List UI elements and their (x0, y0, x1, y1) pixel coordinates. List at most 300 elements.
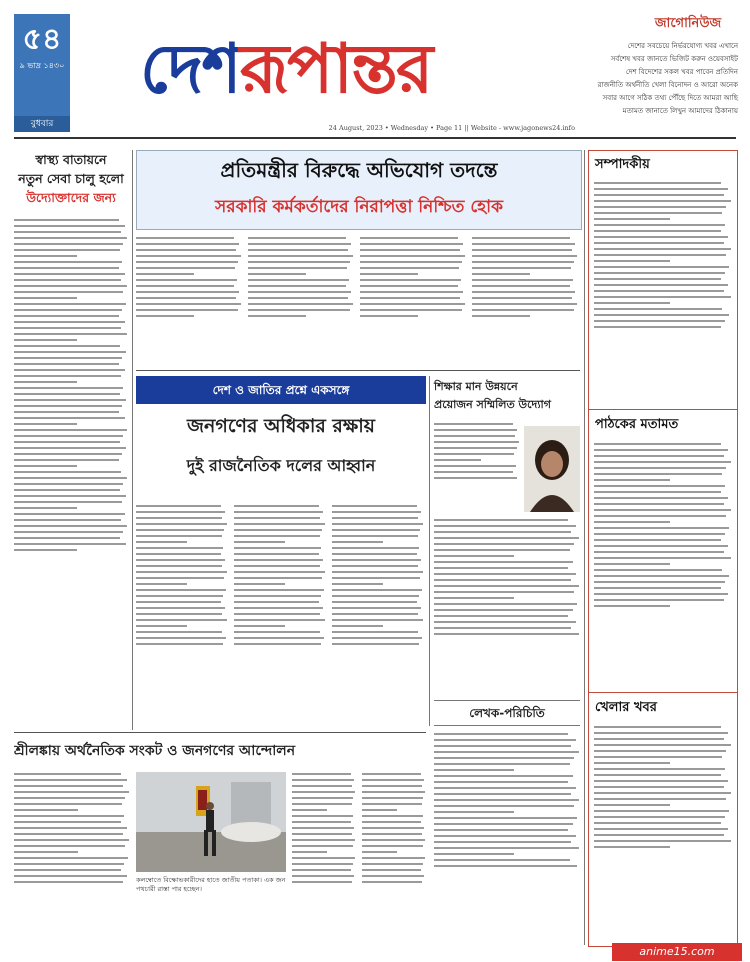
text-line (14, 249, 120, 251)
text-line (434, 597, 514, 599)
text-line (332, 619, 423, 621)
text-line (434, 781, 568, 783)
text-line (332, 565, 418, 567)
text-line (136, 309, 238, 311)
text-line (594, 194, 724, 196)
section-rule (14, 732, 426, 733)
text-line (136, 261, 238, 263)
text-line (594, 443, 721, 445)
interview-body (434, 516, 580, 696)
text-line (292, 839, 355, 841)
text-line (332, 607, 421, 609)
text-line (362, 827, 424, 829)
text-line (472, 273, 530, 275)
text-line (434, 865, 577, 867)
text-line (594, 575, 729, 577)
text-line (136, 267, 235, 269)
column-rule (132, 150, 133, 730)
text-line (14, 495, 126, 497)
text-line (434, 519, 568, 521)
text-line (136, 607, 225, 609)
text-line (360, 309, 462, 311)
text-line (234, 517, 320, 519)
text-line (136, 303, 241, 305)
text-line (594, 593, 728, 595)
text-line (14, 447, 126, 449)
sidebar-section-2-title: পাঠকের মতামত (589, 409, 737, 440)
sidebar-section-3-title: খেলার খবর (589, 692, 737, 723)
text-line (14, 549, 77, 551)
text-line (14, 519, 121, 521)
text-line (292, 791, 355, 793)
text-line (14, 297, 77, 299)
text-line (360, 273, 418, 275)
text-line (472, 279, 573, 281)
text-line (594, 515, 726, 517)
text-line (594, 563, 670, 565)
text-line (136, 535, 222, 537)
text-line (234, 583, 285, 585)
text-line (14, 357, 122, 359)
text-line (434, 823, 573, 825)
text-line (434, 787, 576, 789)
text-line (434, 429, 517, 431)
text-line (14, 435, 123, 437)
text-line (594, 224, 725, 226)
title-right: রূপান্তর (239, 30, 432, 109)
right-sidebar (588, 150, 738, 947)
watermark-text: anime15.com (639, 945, 715, 958)
text-line (362, 797, 423, 799)
text-line (14, 279, 121, 281)
text-line (594, 756, 722, 758)
brand-badge: জাগোনিউজ (654, 16, 722, 31)
text-line (594, 822, 721, 824)
text-line (14, 333, 127, 335)
text-line (136, 529, 224, 531)
text-line (360, 297, 460, 299)
text-line (472, 309, 574, 311)
text-line (292, 809, 327, 811)
mid-headline-line1: জনগণের অধিকার রক্ষায় (187, 415, 375, 437)
text-line (14, 489, 120, 491)
text-line (234, 643, 321, 645)
text-line (472, 297, 572, 299)
text-line (248, 261, 350, 263)
text-line (434, 435, 515, 437)
text-line (594, 284, 728, 286)
text-line (594, 455, 724, 457)
text-line (14, 267, 119, 269)
text-line (14, 225, 125, 227)
text-line (292, 827, 354, 829)
text-line (234, 577, 322, 579)
text-line (594, 816, 725, 818)
text-line (332, 529, 420, 531)
text-line (362, 773, 421, 775)
mid-article-col3 (332, 502, 424, 722)
text-line (14, 441, 120, 443)
issue-box (14, 14, 70, 132)
protest-photo-icon (136, 772, 286, 872)
text-line (234, 571, 325, 573)
text-line (434, 621, 576, 623)
text-line (14, 363, 119, 365)
photo-caption: কলম্বোতে বিক্ষোভকারীদের হাতে জাতীয় পতাকা। এক জন পথচারী রাস্তা পার হচ্ছেন। (136, 876, 286, 893)
issue-weekday: বুধবার (14, 116, 70, 132)
text-line (136, 601, 221, 603)
text-line (332, 577, 420, 579)
text-line (14, 459, 119, 461)
text-line (136, 237, 234, 239)
text-line (136, 249, 236, 251)
text-line (472, 261, 574, 263)
text-line (14, 327, 121, 329)
text-line (362, 833, 422, 835)
text-line (594, 846, 670, 848)
text-line (234, 523, 325, 525)
text-line (332, 553, 417, 555)
text-line (594, 726, 721, 728)
text-line (332, 601, 417, 603)
text-line (14, 237, 127, 239)
text-line (136, 571, 227, 573)
text-line (472, 303, 577, 305)
text-line (14, 857, 128, 859)
text-line (362, 857, 425, 859)
text-line (594, 272, 725, 274)
text-line (360, 243, 463, 245)
text-line (248, 285, 346, 287)
text-line (434, 591, 574, 593)
text-line (594, 302, 670, 304)
text-line (434, 423, 513, 425)
text-line (14, 375, 121, 377)
text-line (434, 579, 571, 581)
sidebar-section-3-body (594, 723, 732, 919)
promo-line: দেশের সবচেয়ে নির্ভরযোগ্য খবর এখানে (627, 42, 738, 50)
masthead-divider (14, 137, 736, 139)
text-line (594, 479, 670, 481)
text-line (594, 491, 721, 493)
text-line (14, 285, 127, 287)
text-line (594, 834, 724, 836)
text-line (332, 637, 422, 639)
text-line (594, 254, 726, 256)
mid-article-col1 (136, 502, 228, 722)
text-line (136, 285, 234, 287)
text-line (248, 303, 353, 305)
text-line (360, 303, 465, 305)
text-line (594, 278, 721, 280)
text-line (136, 637, 226, 639)
interview-headline-line: শিক্ষার মান উন্নয়নে (434, 380, 518, 393)
text-line (136, 511, 225, 513)
text-line (136, 583, 187, 585)
text-line (594, 750, 726, 752)
mid-headline-kicker: দেশ ও জাতির প্রশ্নে একসঙ্গে (136, 376, 426, 404)
text-line (292, 857, 355, 859)
text-line (594, 840, 731, 842)
text-line (14, 231, 121, 233)
text-line (594, 248, 731, 250)
text-line (332, 631, 418, 633)
text-line (362, 863, 423, 865)
interview-headline (434, 378, 580, 414)
text-line (136, 625, 187, 627)
text-line (362, 881, 422, 883)
text-line (292, 785, 352, 787)
text-line (434, 549, 570, 551)
text-line (594, 732, 728, 734)
text-line (332, 535, 418, 537)
text-line (594, 314, 729, 316)
text-line (136, 297, 236, 299)
text-line (434, 633, 579, 635)
text-line (14, 501, 122, 503)
main-headline-line1: প্রতিমন্ত্রীর বিরুদ্ধে অভিযোগ তদন্তে (220, 158, 498, 182)
author-portrait-icon (524, 426, 580, 512)
column-rule (584, 150, 585, 945)
text-line (332, 595, 419, 597)
text-line (434, 567, 568, 569)
text-line (434, 477, 517, 479)
text-line (594, 774, 721, 776)
text-line (292, 779, 354, 781)
text-line (14, 411, 119, 413)
text-line (472, 243, 575, 245)
text-line (248, 297, 348, 299)
text-line (14, 471, 121, 473)
text-line (434, 841, 571, 843)
text-line (14, 881, 123, 883)
main-headline (136, 150, 582, 230)
text-line (434, 805, 574, 807)
text-line (362, 875, 424, 877)
text-line (594, 296, 731, 298)
text-line (234, 535, 320, 537)
promo-block (556, 40, 738, 118)
title-left: দেশ (140, 30, 240, 109)
bottom-article-col1 (14, 770, 130, 942)
bottom-headline: শ্রীলঙ্কায় অর্থনৈতিক সংকট ও জনগণের আন্দোলন (14, 743, 296, 759)
text-line (594, 497, 728, 499)
text-line (136, 565, 222, 567)
text-line (248, 249, 348, 251)
text-line (248, 279, 349, 281)
text-line (14, 351, 126, 353)
text-line (14, 543, 126, 545)
text-line (14, 513, 125, 515)
text-line (594, 449, 728, 451)
left-headline-line: স্বাস্থ্য বাতায়নে (35, 152, 107, 167)
watermark (612, 943, 742, 961)
text-line (14, 791, 129, 793)
text-line (136, 559, 225, 561)
text-line (14, 417, 125, 419)
section-rule (136, 370, 580, 371)
text-line (594, 206, 726, 208)
text-line (434, 555, 514, 557)
text-line (434, 853, 514, 855)
text-line (434, 531, 571, 533)
text-line (234, 553, 319, 555)
text-line (292, 863, 353, 865)
text-line (14, 219, 119, 221)
text-line (248, 237, 346, 239)
text-line (14, 869, 121, 871)
text-line (594, 527, 729, 529)
text-line (472, 267, 571, 269)
text-line (594, 485, 725, 487)
dateline: 24 August, 2023 • Wednesday • Page 11 || Website - www.jagonews24.info (328, 124, 575, 132)
text-line (594, 308, 722, 310)
text-line (472, 255, 577, 257)
interview-headline-line: প্রয়োজন সম্মিলিত উদ্যোগ (434, 398, 551, 411)
text-line (594, 212, 722, 214)
text-line (234, 637, 324, 639)
text-line (594, 533, 725, 535)
text-line (434, 799, 579, 801)
text-line (14, 537, 120, 539)
text-line (332, 523, 423, 525)
text-line (594, 509, 731, 511)
main-headline-line2: সরকারি কর্মকর্তাদের নিরাপত্তা নিশ্চিত হোক (214, 197, 503, 217)
text-line (332, 613, 418, 615)
text-line (292, 845, 353, 847)
text-line (594, 587, 721, 589)
text-line (14, 345, 120, 347)
newspaper-title (140, 20, 540, 120)
text-line (292, 821, 351, 823)
text-line (434, 835, 576, 837)
text-line (594, 768, 725, 770)
text-line (14, 429, 127, 431)
text-line (14, 779, 127, 781)
text-line (136, 613, 222, 615)
text-line (434, 465, 516, 467)
promo-line: রাজনীতি অর্থনীতি খেলা বিনোদন ও আরো অনেক (597, 81, 738, 89)
left-headline-line: উদ্যোক্তাদের জন্য (26, 190, 116, 205)
text-line (594, 599, 724, 601)
text-line (362, 785, 422, 787)
text-line (360, 237, 458, 239)
text-line (234, 511, 323, 513)
text-line (14, 423, 77, 425)
issue-number: ৫৪ (22, 22, 62, 57)
text-line (434, 561, 573, 563)
text-line (360, 249, 460, 251)
main-article-col1 (136, 234, 242, 364)
text-line (292, 851, 327, 853)
text-line (292, 797, 353, 799)
text-line (434, 859, 570, 861)
text-line (14, 381, 77, 383)
text-line (434, 525, 576, 527)
text-line (594, 539, 721, 541)
text-line (292, 833, 352, 835)
text-line (14, 387, 123, 389)
text-line (594, 792, 731, 794)
text-line (594, 290, 724, 292)
text-line (136, 631, 222, 633)
text-line (594, 320, 725, 322)
text-line (14, 507, 77, 509)
text-line (136, 547, 223, 549)
text-line (434, 811, 514, 813)
text-line (472, 315, 530, 317)
text-line (248, 273, 306, 275)
text-line (362, 839, 425, 841)
text-line (136, 643, 223, 645)
sidebar-section-1-body (594, 179, 732, 409)
opinion-body (434, 730, 580, 940)
sidebar-section-2-body (594, 440, 732, 692)
promo-line: সর্বশেষ খবর জানতে ভিজিট করুন ওয়েবসাইট (610, 55, 738, 63)
text-line (434, 769, 514, 771)
text-line (594, 605, 670, 607)
text-line (594, 828, 728, 830)
text-line (332, 571, 423, 573)
text-line (594, 569, 722, 571)
text-line (360, 279, 461, 281)
text-line (234, 631, 320, 633)
text-line (136, 541, 187, 543)
text-line (136, 273, 194, 275)
text-line (14, 525, 127, 527)
text-line (14, 453, 122, 455)
text-line (594, 200, 731, 202)
text-line (362, 803, 422, 805)
text-line (14, 845, 125, 847)
text-line (332, 547, 419, 549)
text-line (234, 565, 320, 567)
text-line (234, 559, 323, 561)
issue-date: ৯ ভাদ্র ১৪৩০ (19, 61, 65, 70)
text-line (14, 815, 124, 817)
text-line (292, 881, 352, 883)
text-line (136, 523, 227, 525)
text-line (434, 757, 574, 759)
text-line (14, 839, 129, 841)
sidebar-section-1-title: সম্পাদকীয় (595, 157, 650, 172)
text-line (332, 541, 383, 543)
text-line (292, 875, 354, 877)
text-line (292, 815, 353, 817)
author-photo (524, 426, 580, 512)
text-line (136, 589, 226, 591)
text-line (434, 763, 570, 765)
text-line (136, 315, 194, 317)
text-line (362, 791, 425, 793)
left-article-body (14, 216, 128, 726)
text-line (362, 779, 424, 781)
text-line (434, 537, 579, 539)
bottom-article-col2 (292, 770, 356, 942)
text-line (360, 267, 459, 269)
text-line (248, 267, 347, 269)
text-line (332, 583, 383, 585)
text-line (14, 303, 126, 305)
main-article-col2 (248, 234, 354, 364)
text-line (14, 531, 123, 533)
text-line (594, 762, 670, 764)
text-line (14, 851, 78, 853)
main-article-col3 (360, 234, 466, 364)
text-line (434, 459, 481, 461)
text-line (434, 627, 571, 629)
text-line (594, 521, 670, 523)
